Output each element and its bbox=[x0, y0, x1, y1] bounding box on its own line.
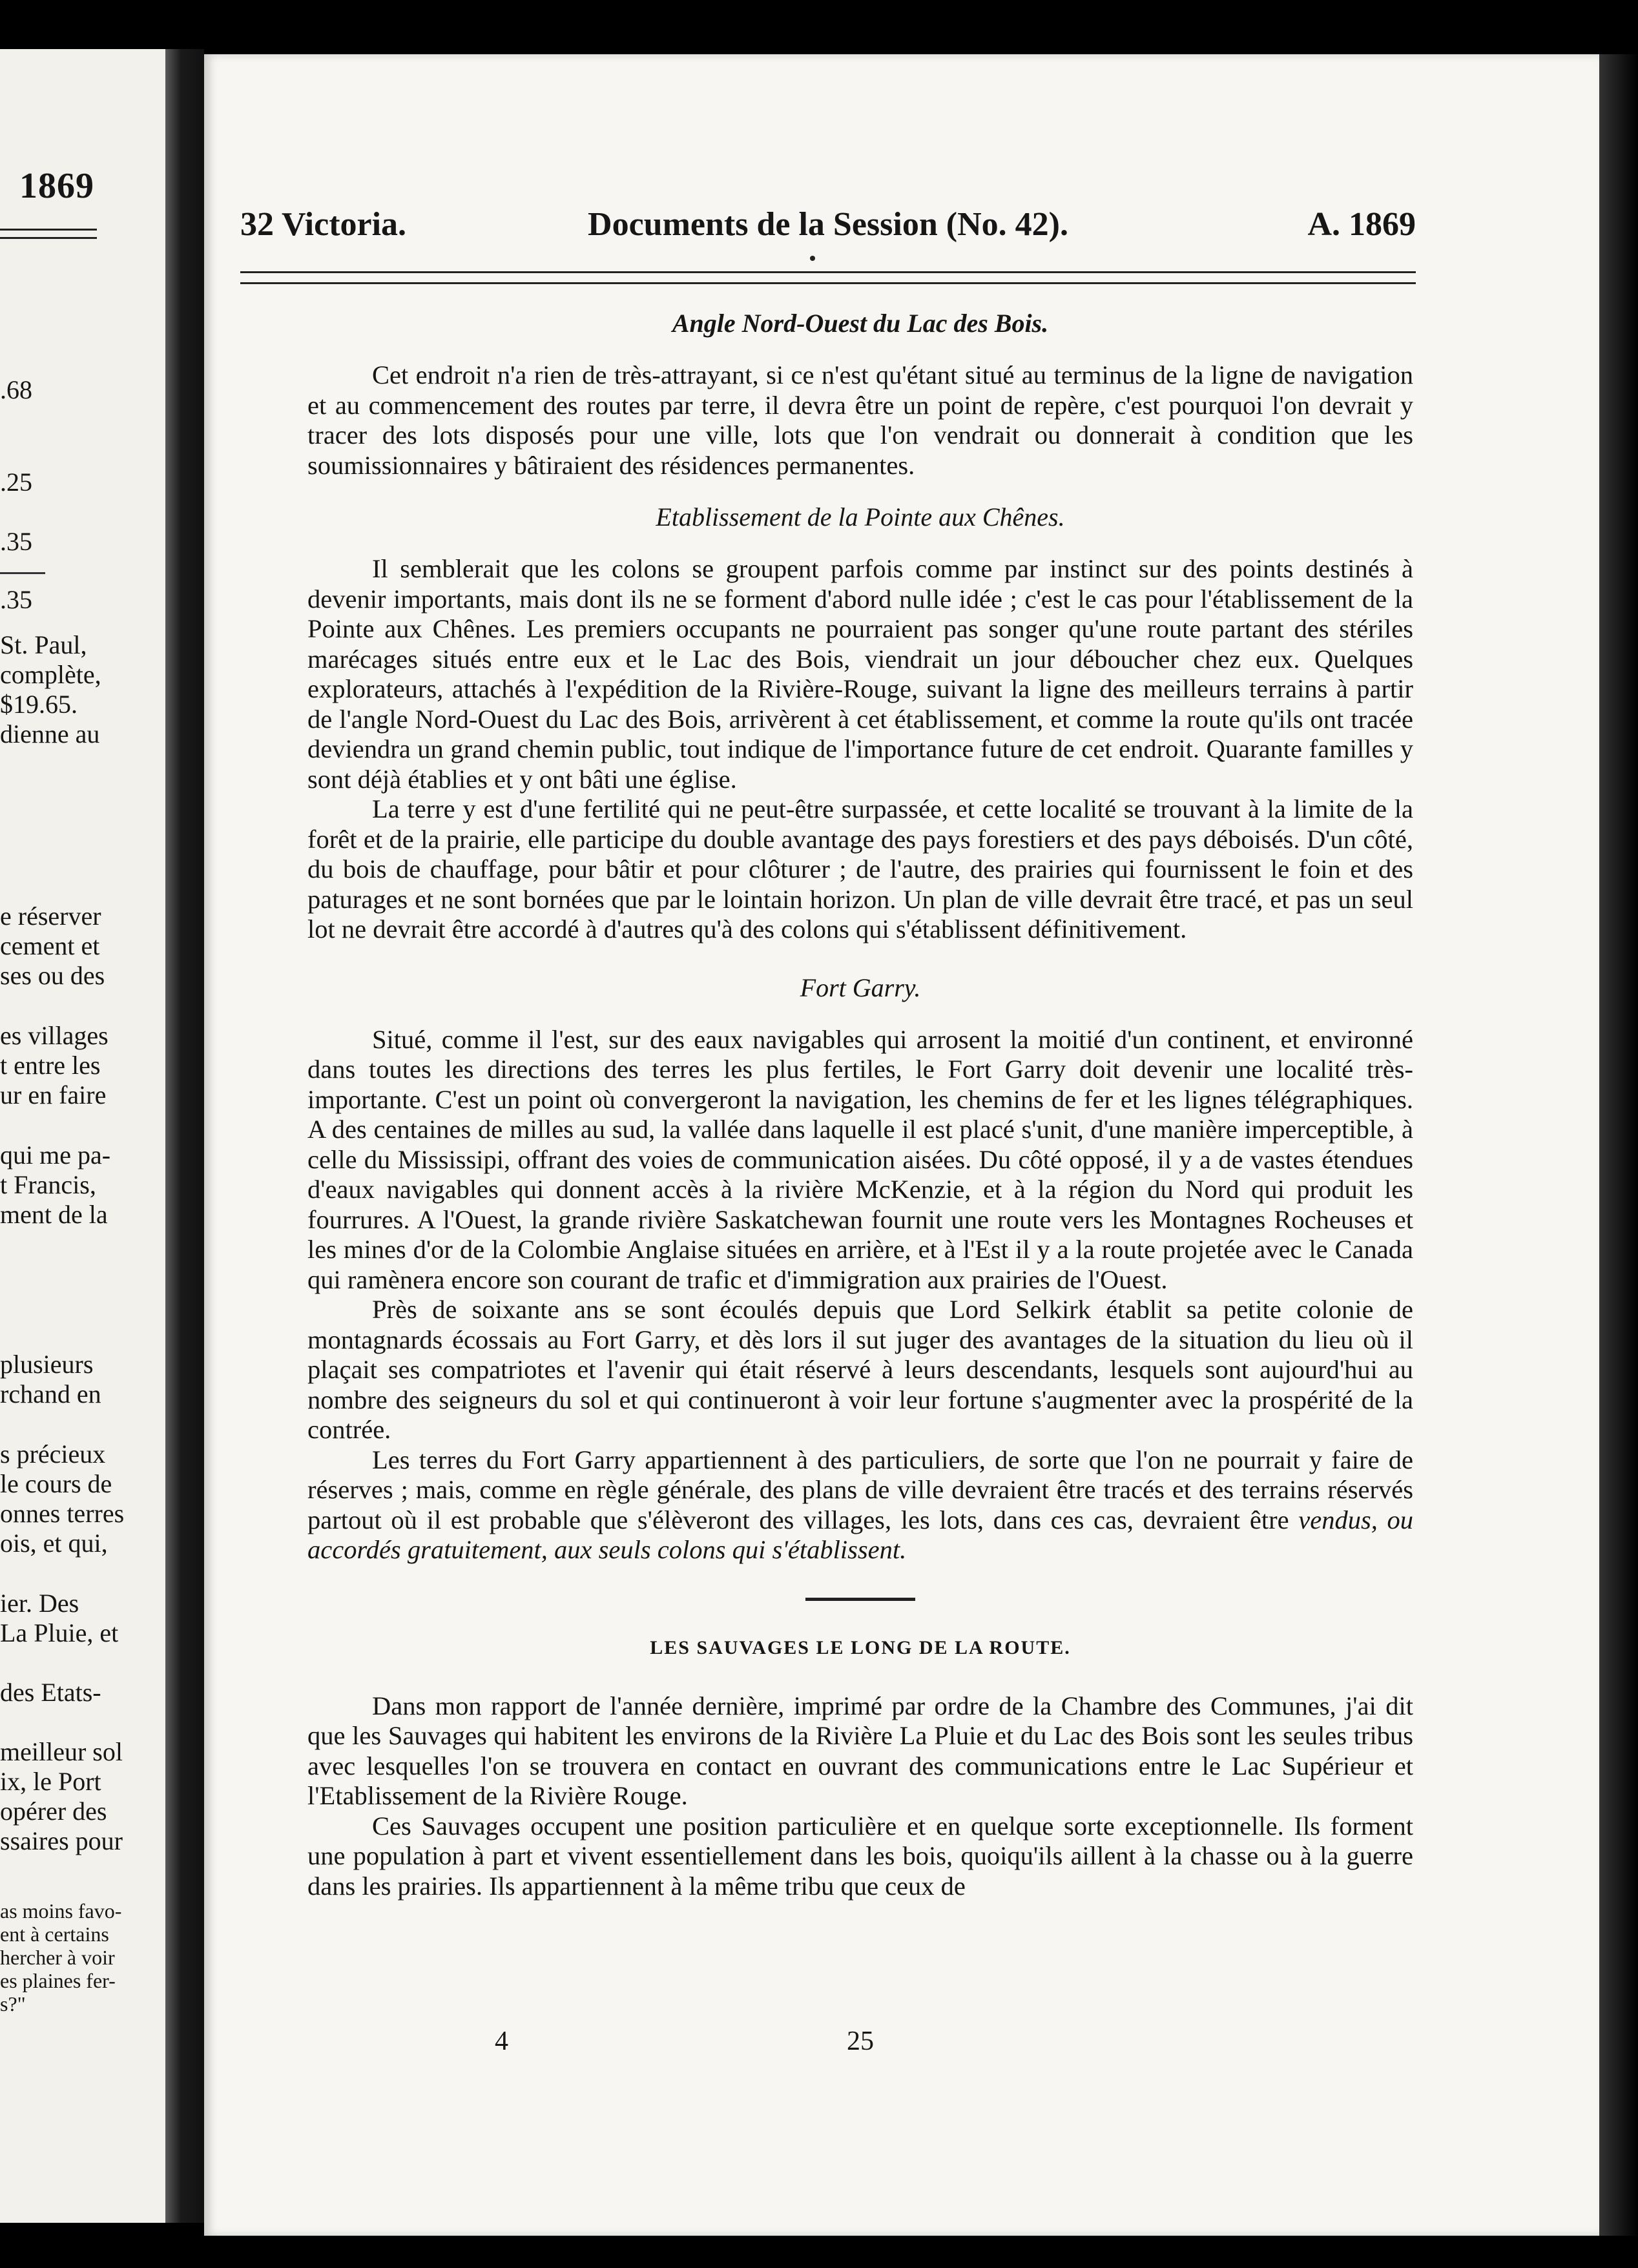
previous-page-line: t Francis, bbox=[0, 1170, 96, 1199]
header-year: A. 1869 bbox=[1307, 206, 1416, 243]
previous-page-line: ses ou des bbox=[0, 961, 105, 990]
previous-page-line: ois, et qui, bbox=[0, 1529, 108, 1558]
previous-page-sum-rule bbox=[0, 572, 45, 574]
previous-page-line: ment de la bbox=[0, 1200, 108, 1229]
paragraph: Cet endroit n'a rien de très-attrayant, si ce n'est qu'étant situé au terminus de la ligne de navigation et au commencement des routes par terre, il devra être un point de repère, c'est pourquoi l'on devrait y tracer des lots disposés pour une ville, lots que l'on vendrait ou donnerait à condition que les soumissionnaires y bâtiraient des résidences permanentes. bbox=[307, 360, 1413, 480]
page-number: 25 bbox=[847, 2026, 874, 2056]
section-heading: Fort Garry. bbox=[800, 973, 921, 1002]
previous-page-line: onnes terres bbox=[0, 1499, 125, 1528]
page-footer bbox=[307, 2025, 1413, 2057]
previous-page-line: t entre les bbox=[0, 1051, 101, 1080]
previous-page-line: le cours de bbox=[0, 1469, 112, 1498]
previous-page-line: opérer des bbox=[0, 1797, 107, 1826]
section-heading: Angle Nord-Ouest du Lac des Bois. bbox=[672, 309, 1049, 338]
header-double-rule bbox=[240, 271, 1416, 284]
previous-page-line: e réserver bbox=[0, 902, 101, 931]
previous-page-line: des Etats- bbox=[0, 1678, 101, 1707]
paragraph bbox=[307, 1445, 1413, 1565]
previous-page-line: es villages bbox=[0, 1021, 109, 1050]
previous-page-line: St. Paul, bbox=[0, 630, 87, 659]
running-header bbox=[240, 199, 1416, 251]
previous-page-line: qui me pa- bbox=[0, 1140, 111, 1170]
previous-page-note-line: ent à certains bbox=[0, 1923, 109, 1946]
previous-page-line: complète, bbox=[0, 660, 101, 689]
previous-page-line: $19.65. bbox=[0, 690, 78, 719]
previous-page-line: cement et bbox=[0, 931, 100, 960]
previous-page-year: 1869 bbox=[19, 166, 94, 206]
previous-page-line: .35 bbox=[0, 527, 32, 556]
paragraph: Dans mon rapport de l'année dernière, imprimé par ordre de la Chambre des Communes, j'ai dit que les Sauvages qui habitent les environs de la Rivière La Pluie et du Lac des Bois sont les seules tribus avec lesquelles l'on se trouvera en contact en ouvrant des communications entre le Lac Supérieur et l'Etablissement de la Rivière Rouge. bbox=[307, 1691, 1413, 1810]
section-heading: LES SAUVAGES LE LONG DE LA ROUTE. bbox=[650, 1636, 1071, 1658]
previous-page-line: ssaires pour bbox=[0, 1826, 123, 1855]
ink-speck bbox=[810, 256, 815, 261]
previous-page-line: s précieux bbox=[0, 1439, 106, 1469]
previous-page-line: La Pluie, et bbox=[0, 1618, 119, 1647]
paragraph-text: Les terres du Fort Garry appartiennent à des particuliers, de sorte que l'on ne pourrait y faire de réserves ; mais, comme en règle générale, des plans de ville devraient être tracés et des terrains réservés partout où il est probable que s'élèveront des villages, les lots, dans ces cas, devraient être bbox=[307, 1445, 1413, 1534]
paragraph: Ces Sauvages occupent une position particulière et en quelque sorte exceptionnelle. Ils forment une population à part et vivent essentiellement dans les bois, quoiqu'ils aillent à la chasse ou à la guerre dans les prairies. Ils appartiennent à la même tribu que ceux de bbox=[307, 1811, 1413, 1901]
previous-page-note-line: as moins favo- bbox=[0, 1899, 122, 1923]
paragraph: Il semblerait que les colons se groupent parfois comme par instinct sur des points destinés à devenir importants, mais dont ils ne se forment d'abord nulle idée ; c'est le cas pour l'établissement de la Pointe aux Chênes. Les premiers occupants ne pourraient pas songer qu'une route partant des stériles marécages situés entre eux et le Lac des Bois, viendrait un jour déboucher chez eux. Quelques explorateurs, attachés à l'expédition de la Rivière-Rouge, suivant la ligne des meilleurs terrains à partir de l'angle Nord-Ouest du Lac des Bois, arrivèrent à cet établissement, et comme la route qu'ils ont tracée deviendra un grand chemin public, tout indique de l'importance future de cet endroit. Quarante familles y sont déjà établies et y ont bâti une église. bbox=[307, 554, 1413, 794]
previous-page-line: ur en faire bbox=[0, 1080, 107, 1109]
previous-page-note-line: es plaines fer- bbox=[0, 1969, 116, 1992]
previous-page-line: .35 bbox=[0, 585, 32, 614]
previous-page-line: .68 bbox=[0, 375, 32, 404]
previous-page-line: plusieurs bbox=[0, 1350, 94, 1379]
book-gutter bbox=[165, 49, 204, 2223]
previous-page-note-line: s?" bbox=[0, 1992, 26, 2015]
section-heading: Etablissement de la Pointe aux Chênes. bbox=[656, 502, 1065, 531]
previous-page-line: ix, le Port bbox=[0, 1767, 101, 1796]
paragraph: La terre y est d'une fertilité qui ne peut-être surpassée, et cette localité se trouvant à la limite de la forêt et de la prairie, elle participe du double avantage des pays forestiers et des pays déboisés. D'un côté, du bois de chauffage, pour bâtir et pour clôturer ; de l'autre, des prairies qui fournissent le foin et des paturages et ne sont bornées que par le lointain horizon. Un plan de ville devrait être tracé, et pas un seul lot ne devrait être accordé à d'autres qu'à des colons qui s'établissent définitivement. bbox=[307, 794, 1413, 943]
paragraph: Situé, comme il l'est, sur des eaux navigables qui arrosent la moitié d'un continent, et environné dans toutes les directions des terres les plus fertiles, le Fort Garry doit devenir une localité très-importante. C'est un point où convergeront la navigation, les chemins de fer et les lignes télégraphiques. A des centaines de milles au sud, la vallée dans laquelle il est placé s'unit, d'une manière imperceptible, à celle du Mississipi, offrant des voies de communication aisées. Du côté opposé, il y a de vastes étendues d'eaux navigables qui donnent accès à la rivière McKenzie, et à la région du Nord qui produit les fourrures. A l'Ouest, la grande rivière Saskatchewan fournit une route vers les Montagnes Rocheuses et les mines d'or de la Colombie Anglaise situées en arrière, et à l'Est il y a la route projetée avec le Canada qui ramènera encore son courant de trafic et d'immigration aux prairies de l'Ouest. bbox=[307, 1024, 1413, 1294]
scan-edge bbox=[1599, 54, 1638, 2236]
previous-page-line: .25 bbox=[0, 468, 32, 497]
header-volume: 32 Victoria. bbox=[240, 206, 407, 243]
emphasis-text: vendus, ou accordés gratuitement, aux seuls colons qui s'établissent. bbox=[307, 1505, 1414, 1564]
paragraph: Près de soixante ans se sont écoulés depuis que Lord Selkirk établit sa petite colonie de montagnards écossais au Fort Garry, et dès lors il sut juger des avantages de la situation du lieu où il plaçait ses compatriotes et l'avenir qui était réservé à leurs descendants, lesquels sont aujourd'hui au nombre des seigneurs du sol et qui continueront à voir leur fortune s'augmenter avec la prospérité de la contrée. bbox=[307, 1295, 1413, 1444]
page-body bbox=[307, 309, 1413, 1901]
previous-page-line: ier. Des bbox=[0, 1589, 79, 1618]
previous-page-line: rchand en bbox=[0, 1379, 101, 1408]
previous-page-fragment bbox=[0, 49, 165, 2223]
header-title: Documents de la Session (No. 42). bbox=[588, 206, 1068, 243]
previous-page-note-line: hercher à voir bbox=[0, 1946, 115, 1969]
previous-page-line: meilleur sol bbox=[0, 1737, 123, 1766]
signature-mark: 4 bbox=[495, 2026, 508, 2056]
previous-page-line: dienne au bbox=[0, 719, 100, 748]
previous-page-header-rule bbox=[0, 229, 97, 239]
